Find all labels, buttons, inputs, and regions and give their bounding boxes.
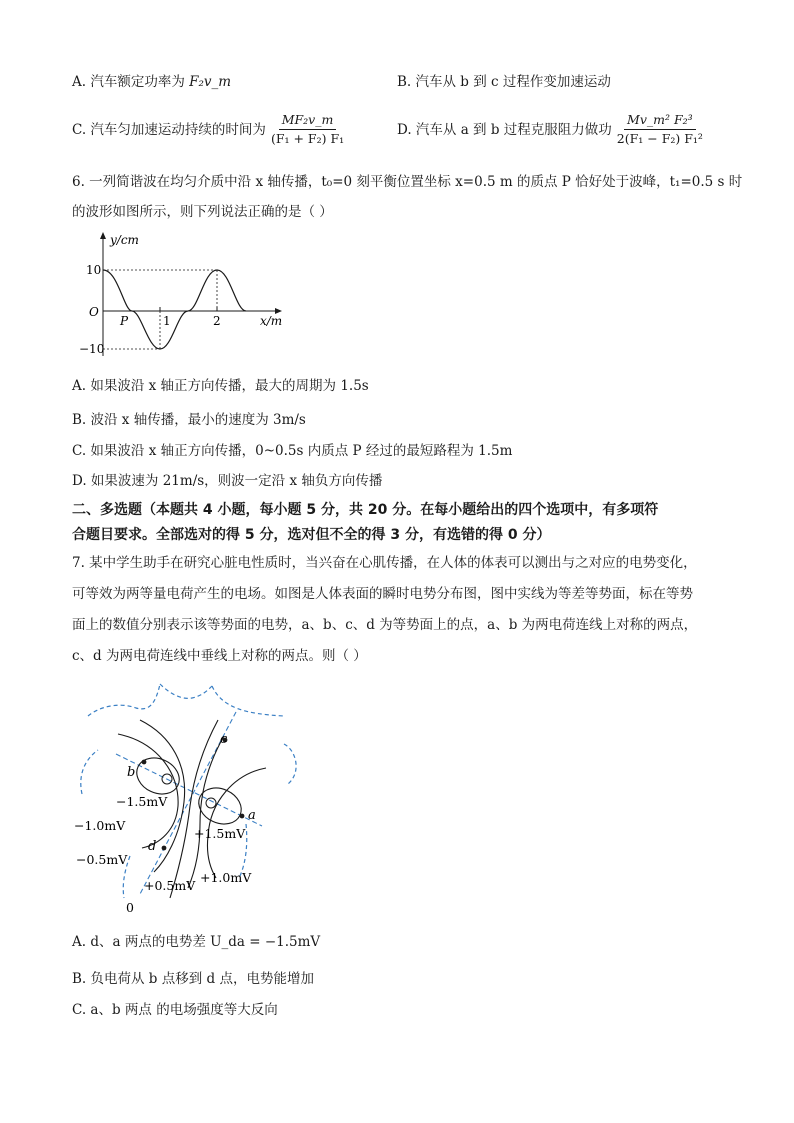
label-minus-1.0: −1.0mV xyxy=(74,818,126,833)
label-plus-1.0: +1.0mV xyxy=(200,870,252,885)
label-b: b xyxy=(127,765,136,780)
y-tick-bottom: −10 xyxy=(79,342,105,356)
q5-option-c-denominator: (F₁ + F₂) F₁ xyxy=(270,131,345,146)
point-p-label: P xyxy=(120,314,129,328)
equipotential-minus-1.0 xyxy=(118,734,178,848)
y-tick-top: 10 xyxy=(86,263,102,277)
y-axis-arrow-icon xyxy=(100,232,106,239)
q6-option-a: A. 如果波沿 x 轴正方向传播，最大的周期为 1.5s xyxy=(72,378,369,394)
q6-option-c: C. 如果波沿 x 轴正方向传播，0~0.5s 内质点 P 经过的最短路程为 1.5m xyxy=(72,443,513,459)
label-d: d xyxy=(148,839,157,854)
q5-option-a-formula: F₂v_m xyxy=(189,74,232,90)
q7-stem-line3: 面上的数值分别表示该等势面的电势，a、b、c、d 为等势面上的点，a、b 为两电荷连线上对称的两点， xyxy=(72,617,698,633)
section2-heading-line2: 合题目要求。全部选对的得 5 分，选对但不全的得 3 分，有选错的得 0 分） xyxy=(72,527,551,543)
q5-option-d-numerator: Mv_m² F₂³ xyxy=(624,112,696,130)
label-c: c xyxy=(220,732,228,747)
q5-option-c-text: C. 汽车匀加速运动持续的时间为 xyxy=(72,121,266,138)
q6-wave-graph xyxy=(70,228,290,364)
label-minus-1.5: −1.5mV xyxy=(116,794,168,809)
q5-option-a xyxy=(72,72,231,92)
q5-option-d-denominator: 2(F₁ − F₂) F₁² xyxy=(616,131,703,146)
section2-heading-line1: 二、多选题（本题共 4 小题，每小题 5 分，共 20 分。在每小题给出的四个选项中，有多项符 xyxy=(72,502,659,518)
q7-option-b: B. 负电荷从 b 点移到 d 点，电势能增加 xyxy=(72,971,314,987)
q7-stem-line4: c、d 为两电荷连线中垂线上对称的两点。则（ ） xyxy=(72,648,367,664)
point-d xyxy=(162,846,167,851)
q5-option-c-fraction xyxy=(268,112,347,147)
body-outline-neck xyxy=(160,684,212,698)
point-a xyxy=(240,814,245,819)
label-a: a xyxy=(248,808,256,823)
x-tick-2: 2 xyxy=(213,314,221,328)
x-axis-label: x/m xyxy=(260,314,283,328)
body-outline-left-arm xyxy=(81,750,98,794)
q5-option-b: B. 汽车从 b 到 c 过程作变加速运动 xyxy=(397,74,611,90)
label-plus-1.5: +1.5mV xyxy=(194,826,246,841)
point-b xyxy=(142,760,147,765)
equipotential-plus-0.5 xyxy=(188,736,224,888)
x-tick-1: 1 xyxy=(163,314,171,328)
label-zero: 0 xyxy=(126,900,134,915)
q6-option-b: B. 波沿 x 轴传播，最小的速度为 3m/s xyxy=(72,412,306,428)
q7-stem-line2: 可等效为两等量电荷产生的电场。如图是人体表面的瞬时电势分布图，图中实线为等差等势面，标在等势 xyxy=(72,586,693,602)
q7-option-c: C. a、b 两点 的电场强度等大反向 xyxy=(72,1002,278,1018)
body-outline-right-shoulder xyxy=(212,686,284,716)
q5-option-a-text: A. 汽车额定功率为 xyxy=(72,74,185,90)
q7-stem-line1: 7. 某中学生助手在研究心脏电性质时，当兴奋在心肌传播，在人体的体表可以测出与之对应的电势变化， xyxy=(72,555,697,571)
q5-option-c xyxy=(72,112,349,147)
q7-option-a: A. d、a 两点的电势差 U_da = −1.5mV xyxy=(72,934,321,950)
y-axis-label: y/cm xyxy=(110,233,139,247)
positive-charge-icon xyxy=(206,798,216,808)
body-outline-left-shoulder xyxy=(88,684,160,716)
q5-option-d xyxy=(397,112,708,147)
body-outline-right-arm xyxy=(284,744,296,784)
q6-stem-line2: 的波形如图所示，则下列说法正确的是（ ） xyxy=(72,204,333,220)
label-plus-0.5: +0.5mV xyxy=(144,878,196,893)
origin-label: O xyxy=(89,305,99,319)
q6-stem-line1: 6. 一列简谐波在均匀介质中沿 x 轴传播，t₀=0 刻平衡位置坐标 x=0.5 m 的质点 P 恰好处于波峰，t₁=0.5 s 时 xyxy=(72,174,743,190)
wave-curve xyxy=(103,270,246,349)
label-minus-0.5: −0.5mV xyxy=(76,852,128,867)
q5-option-d-fraction xyxy=(614,112,706,147)
q5-option-c-numerator: MF₂v_m xyxy=(279,112,337,130)
q5-option-d-text: D. 汽车从 a 到 b 过程克服阻力做功 xyxy=(397,121,612,138)
q6-option-d: D. 如果波速为 21m/s，则波一定沿 x 轴负方向传播 xyxy=(72,473,383,489)
q7-potential-figure xyxy=(70,676,310,918)
